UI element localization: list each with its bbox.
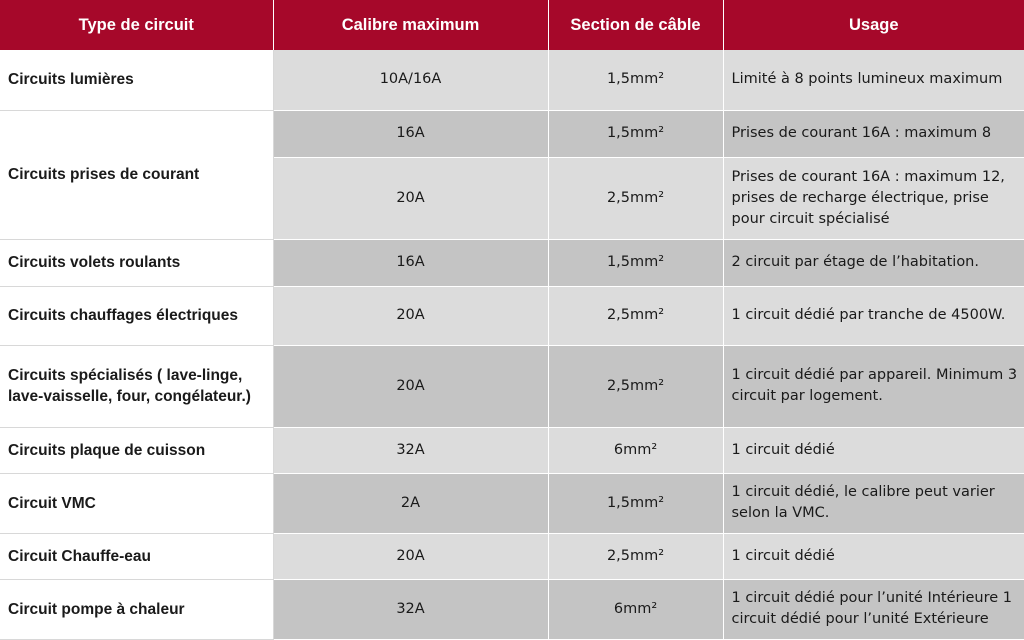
calibre-cell: 20A: [273, 286, 548, 345]
usage-cell: Limité à 8 points lumineux maximum: [723, 50, 1024, 110]
table-row: [0, 110, 1024, 157]
usage-cell: 1 circuit dédié: [723, 427, 1024, 473]
section-cell: 6mm²: [548, 579, 723, 639]
usage-cell: Prises de courant 16A : maximum 8: [723, 110, 1024, 157]
section-cell: 1,5mm²: [548, 50, 723, 110]
circuit-type-cell: Circuits plaque de cuisson: [0, 427, 273, 473]
calibre-cell: 16A: [273, 239, 548, 286]
circuit-type-cell: Circuits lumières: [0, 50, 273, 110]
circuit-type-cell: Circuit Chauffe-eau: [0, 533, 273, 579]
table-row: [0, 427, 1024, 473]
table-row: [0, 286, 1024, 345]
section-cell: 1,5mm²: [548, 110, 723, 157]
usage-cell: 1 circuit dédié pour l’unité Intérieure 1 circuit dédié pour l’unité Extérieure: [723, 579, 1024, 639]
table-row: [0, 239, 1024, 286]
calibre-cell: 20A: [273, 157, 548, 239]
usage-cell: 1 circuit dédié, le calibre peut varier selon la VMC.: [723, 473, 1024, 533]
section-cell: 2,5mm²: [548, 345, 723, 427]
usage-cell: 2 circuit par étage de l’habitation.: [723, 239, 1024, 286]
circuit-type-cell: Circuit pompe à chaleur: [0, 579, 273, 639]
section-cell: 2,5mm²: [548, 533, 723, 579]
header-type: Type de circuit: [0, 0, 273, 50]
circuit-type-cell: Circuits prises de courant: [0, 110, 273, 239]
calibre-cell: 16A: [273, 110, 548, 157]
table-row: [0, 533, 1024, 579]
section-cell: 1,5mm²: [548, 473, 723, 533]
section-cell: 1,5mm²: [548, 239, 723, 286]
circuit-type-cell: Circuits chauffages électriques: [0, 286, 273, 345]
header-section: Section de câble: [548, 0, 723, 50]
usage-cell: 1 circuit dédié par appareil. Minimum 3 circuit par logement.: [723, 345, 1024, 427]
usage-cell: 1 circuit dédié: [723, 533, 1024, 579]
section-cell: 2,5mm²: [548, 157, 723, 239]
usage-cell: Prises de courant 16A : maximum 12, prises de recharge électrique, prise pour circuit spécialisé: [723, 157, 1024, 239]
circuit-type-cell: Circuits volets roulants: [0, 239, 273, 286]
calibre-cell: 32A: [273, 579, 548, 639]
calibre-cell: 10A/16A: [273, 50, 548, 110]
table-row: [0, 579, 1024, 639]
table-row: [0, 50, 1024, 110]
calibre-cell: 20A: [273, 345, 548, 427]
circuit-type-cell: Circuits spécialisés ( lave-linge, lave-vaisselle, four, congélateur.): [0, 345, 273, 427]
calibre-cell: 32A: [273, 427, 548, 473]
table-row: [0, 345, 1024, 427]
calibre-cell: 2A: [273, 473, 548, 533]
header-calibre: Calibre maximum: [273, 0, 548, 50]
header-row: [0, 0, 1024, 50]
section-cell: 6mm²: [548, 427, 723, 473]
table-row: [0, 473, 1024, 533]
calibre-cell: 20A: [273, 533, 548, 579]
section-cell: 2,5mm²: [548, 286, 723, 345]
circuit-type-cell: Circuit VMC: [0, 473, 273, 533]
header-usage: Usage: [723, 0, 1024, 50]
usage-cell: 1 circuit dédié par tranche de 4500W.: [723, 286, 1024, 345]
